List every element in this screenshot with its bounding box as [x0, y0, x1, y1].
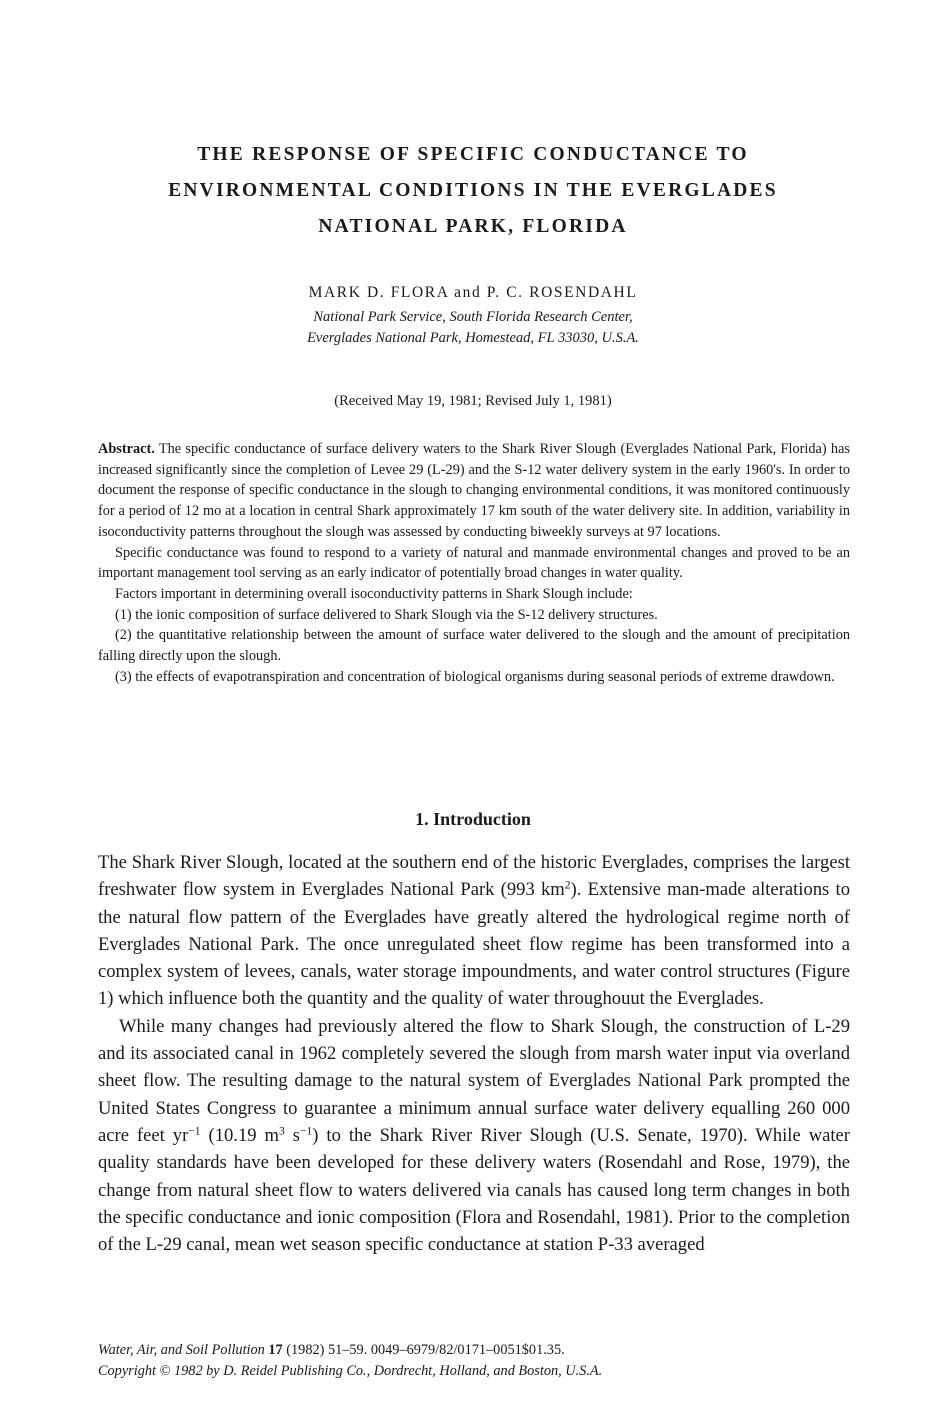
- abstract-paragraph-3: Factors important in determining overall isoconductivity patterns in Shark Slough include:: [115, 585, 633, 602]
- paper-title: [100, 137, 846, 245]
- body-text: [98, 849, 850, 1258]
- affiliation-line-2: Everglades National Park, Homestead, FL 33030, U.S.A.: [307, 330, 639, 346]
- affiliation: [0, 307, 946, 349]
- abstract-label: Abstract.: [98, 441, 155, 457]
- affiliation-line-1: National Park Service, South Florida Research Center,: [313, 309, 633, 325]
- journal-volume: 17: [268, 1342, 283, 1358]
- body-paragraph-2: [98, 1013, 850, 1259]
- superscript: 2: [564, 879, 571, 892]
- journal-name: Water, Air, and Soil Pollution: [98, 1342, 265, 1358]
- body-paragraph-1: [98, 849, 850, 1013]
- body-p1-text: The Shark River Slough, located at the southern end of the historic Everglades, comprises the largest freshwater flow system in Everglades National Park (993 km: [98, 852, 850, 901]
- abstract-paragraph-2: Specific conductance was found to respond to a variety of natural and manmade environmental changes and proved to be an important management tool serving as an early indicator of potentially broad changes in water quality.: [98, 544, 850, 582]
- journal-citation: [98, 1340, 858, 1361]
- abstract-item-3: (3) the effects of evapotranspiration and concentration of biological organisms during seasonal periods of extreme drawdown.: [115, 668, 835, 685]
- copyright-notice: [98, 1361, 858, 1382]
- citation-details: (1982) 51–59. 0049–6979/82/0171–0051$01.35.: [282, 1342, 565, 1358]
- section-heading-introduction: 1. Introduction: [415, 809, 531, 829]
- copyright-label: Copyright: [98, 1363, 156, 1379]
- title-line-2: ENVIRONMENTAL CONDITIONS IN THE EVERGLADES: [168, 180, 778, 201]
- title-line-3: NATIONAL PARK, FLORIDA: [318, 216, 628, 237]
- body-p2-text-a: While many changes had previously altered the flow to Shark Slough, the construction of L-29 and its associated canal in 1962 completely severed the slough from marsh water input via overland sheet flow. The resulting damage to the natural system of Everglades National Park prompted the United States Congress to guarantee a minimum annual surface water delivery equalling 260 000 acre feet yr: [98, 1015, 850, 1146]
- abstract-text: The specific conductance of surface delivery waters to the Shark River Slough (Everglades National Park, Florida) has increased significantly since the completion of Levee 29 (L-29) and the S-12 water delivery system in the early 1960's. In order to document the response of specific conductance in the slough to changing environmental conditions, it was monitored continuously for a period of 12 mo at a location in central Shark approximately 17 km south of the water delivery site. In addition, variability in isoconductivity patterns throughout the slough was assessed by conducting biweekly surveys at 97 locations.: [98, 441, 850, 540]
- superscript: −1: [299, 1125, 313, 1138]
- body-p2-text-b: (10.19 m: [200, 1124, 279, 1146]
- superscript: 3: [279, 1125, 285, 1138]
- body-p2-text-d: ) to the Shark River River Slough (U.S. Senate, 1970). While water quality standards have been developed for these delivery waters (Rosendahl and Rose, 1979), the change from natural sheet flow to waters delivered via canals has caused long term changes in both the specific conductance and ionic composition (Flora and Rosendahl, 1981). Prior to the completion of the L-29 canal, mean wet season specific conductance at station P-33 averaged: [98, 1124, 850, 1256]
- body-p2-text-c: s: [284, 1124, 300, 1146]
- title-line-1: THE RESPONSE OF SPECIFIC CONDUCTANCE TO: [197, 144, 749, 165]
- abstract-paragraph-1: [98, 439, 850, 543]
- body-p1-text-end: ). Extensive man-made alterations to the natural flow pattern of the Everglades have greatly altered the hydrological regime north of Everglades National Park. The once unregulated sheet flow regime has been transformed into a complex system of levees, canals, water storage impoundments, and water control structures (Figure 1) which influence both the quantity and the quality of water throughouut the Everglades.: [98, 879, 850, 1010]
- page-footer: [98, 1340, 858, 1382]
- received-dates: (Received May 19, 1981; Revised July 1, 1981): [334, 393, 612, 409]
- abstract-item-1: (1) the ionic composition of surface delivered to Shark Slough via the S-12 delivery structures.: [115, 606, 658, 623]
- superscript: −1: [188, 1125, 201, 1138]
- author-list: MARK D. FLORA and P. C. ROSENDAHL: [308, 284, 638, 301]
- copyright-text: © 1982 by D. Reidel Publishing Co., Dordrecht, Holland, and Boston, U.S.A.: [155, 1363, 603, 1379]
- abstract: [98, 439, 850, 687]
- abstract-item-2: (2) the quantitative relationship between the amount of surface water delivered to the slough and the amount of precipitation falling directly upon the slough.: [98, 627, 850, 665]
